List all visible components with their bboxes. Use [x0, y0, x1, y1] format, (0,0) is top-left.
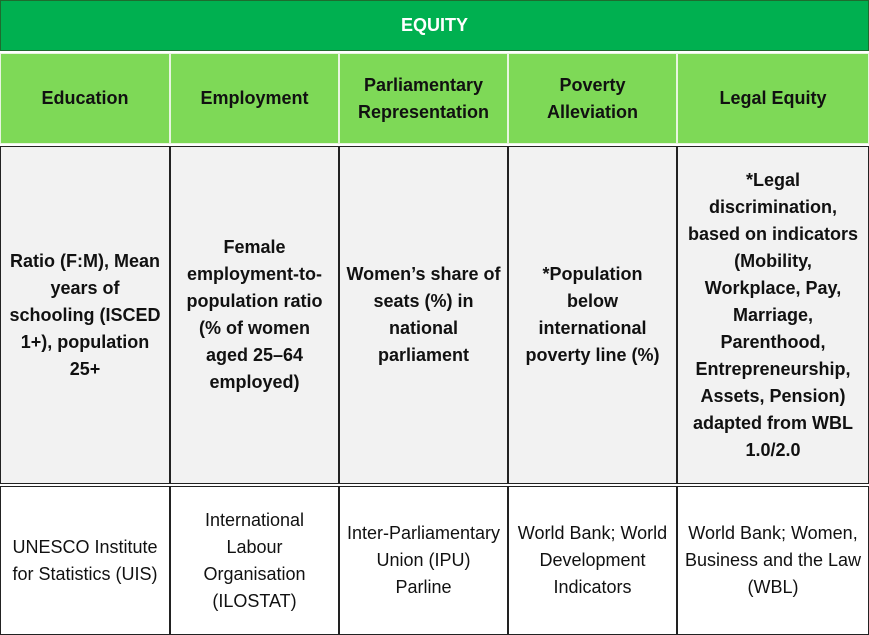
source-employment: International Labour Organisation (ILOSTAT) — [170, 486, 339, 635]
indicator-education: Ratio (F:M), Mean years of schooling (ISCED 1+), population 25+ — [0, 146, 170, 484]
header-poverty-alleviation: Poverty Alleviation — [508, 53, 677, 144]
source-poverty-alleviation: World Bank; World Development Indicators — [508, 486, 677, 635]
header-parliamentary-representation: Parliamentary Representation — [339, 53, 508, 144]
indicator-employment: Female employment-to-population ratio (% of women aged 25–64 employed) — [170, 146, 339, 484]
indicator-legal-equity: *Legal discrimination, based on indicators (Mobility, Workplace, Pay, Marriage, Parenthood, Entrepreneurship, Assets, Pension) adapted from WBL 1.0/2.0 — [677, 146, 869, 484]
indicator-poverty-alleviation: *Population below international poverty line (%) — [508, 146, 677, 484]
header-row — [0, 53, 869, 144]
source-legal-equity: World Bank; Women, Business and the Law (WBL) — [677, 486, 869, 635]
header-legal-equity: Legal Equity — [677, 53, 869, 144]
source-education: UNESCO Institute for Statistics (UIS) — [0, 486, 170, 635]
source-row — [0, 486, 869, 635]
header-education: Education — [0, 53, 170, 144]
header-employment: Employment — [170, 53, 339, 144]
indicator-row — [0, 146, 869, 484]
source-parliamentary-representation: Inter-Parliamentary Union (IPU) Parline — [339, 486, 508, 635]
table-title: EQUITY — [0, 0, 869, 51]
indicator-parliamentary-representation: Women’s share of seats (%) in national parliament — [339, 146, 508, 484]
